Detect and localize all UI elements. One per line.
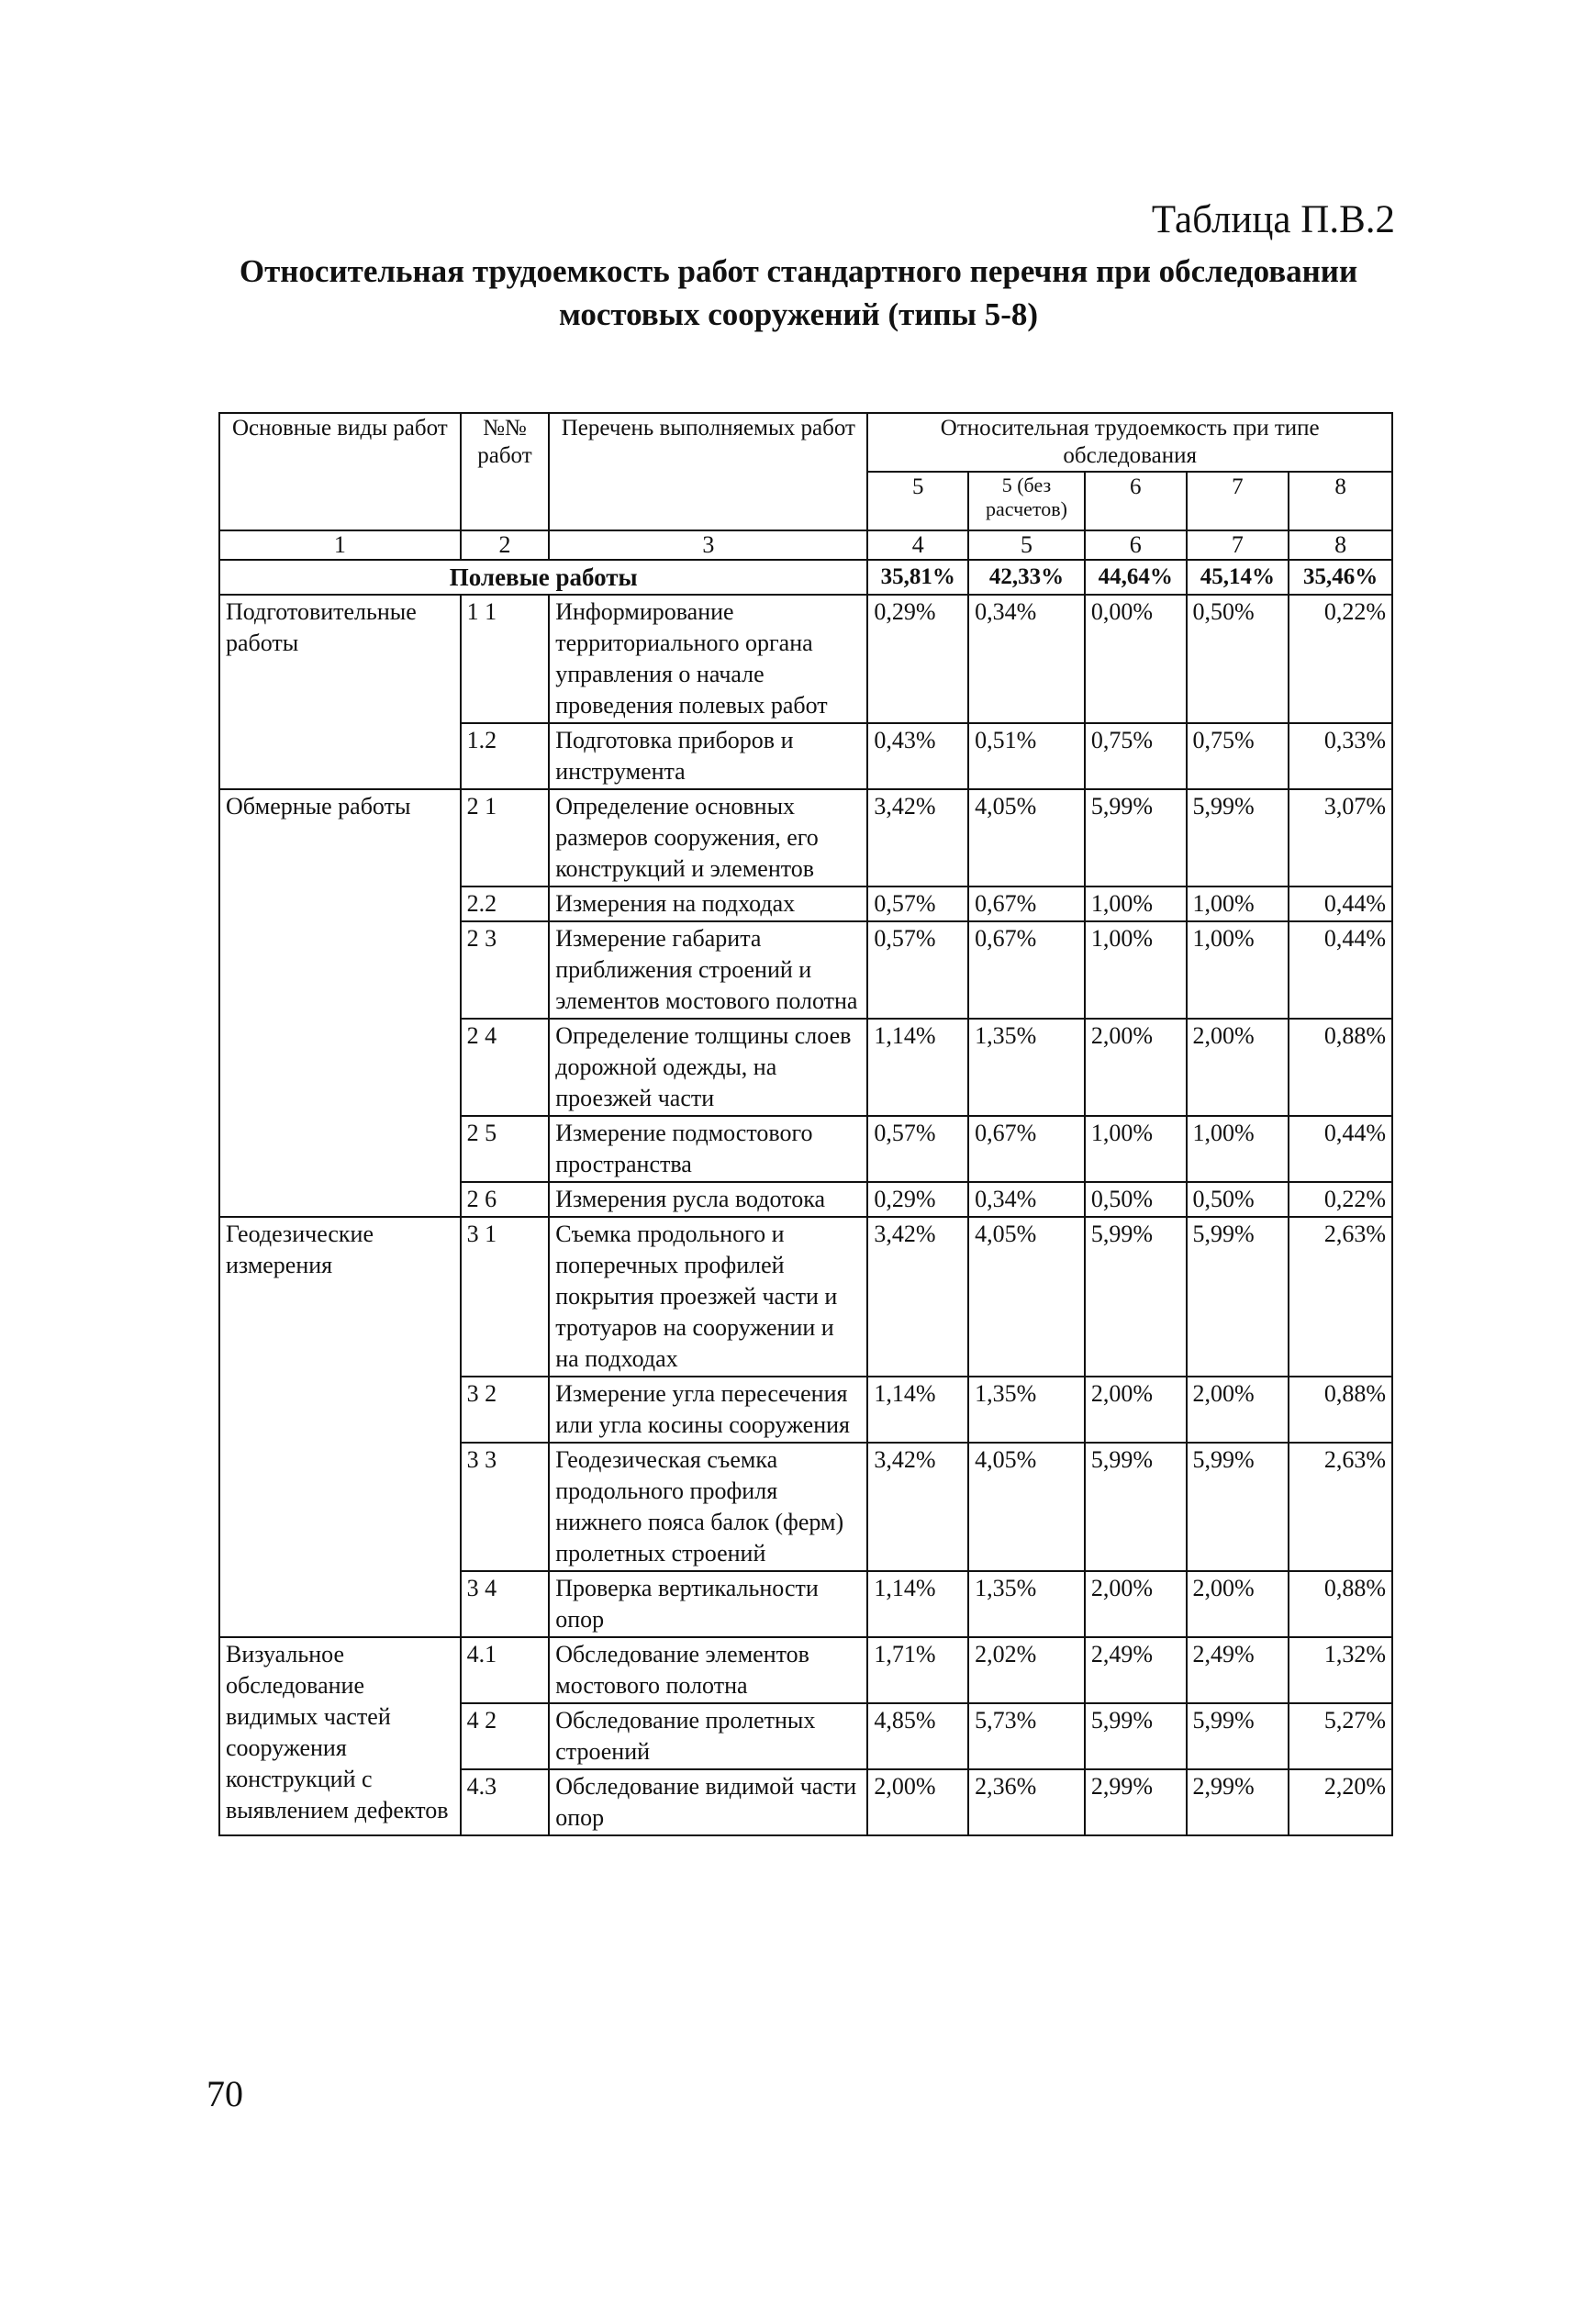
labor-value: 2,36% xyxy=(968,1769,1085,1835)
work-category: Визуальное обследование видимых частей сооружения конструкций с выявлением дефектов xyxy=(219,1637,461,1835)
header-type-6: 6 xyxy=(1085,472,1187,530)
work-number: 3 4 xyxy=(461,1571,550,1637)
labor-value: 0,75% xyxy=(1085,723,1187,789)
table-row xyxy=(219,1217,1392,1377)
work-description: Информирование территориального органа управления о начале проведения полевых работ xyxy=(549,595,867,723)
work-category: Подготовительные работы xyxy=(219,595,461,789)
labor-value: 5,99% xyxy=(1187,1443,1289,1571)
labor-value: 5,99% xyxy=(1085,789,1187,886)
labor-value: 0,67% xyxy=(968,921,1085,1019)
work-number: 2.2 xyxy=(461,886,550,921)
work-description: Обследование элементов мостового полотна xyxy=(549,1637,867,1703)
labor-value: 0,50% xyxy=(1085,1182,1187,1217)
table-body xyxy=(219,595,1392,1835)
work-description: Измерение габарита приближения строений и элементов мостового полотна xyxy=(549,921,867,1019)
work-description: Измерение угла пересечения или угла косины сооружения xyxy=(549,1377,867,1443)
work-description: Подготовка приборов и инструмента xyxy=(549,723,867,789)
labor-value: 5,73% xyxy=(968,1703,1085,1769)
work-description: Проверка вертикальности опор xyxy=(549,1571,867,1637)
work-category: Обмерные работы xyxy=(219,789,461,1217)
work-description: Определение толщины слоев дорожной одежды, на проезжей части xyxy=(549,1019,867,1116)
work-number: 2 1 xyxy=(461,789,550,886)
labor-value: 5,99% xyxy=(1085,1443,1187,1571)
labor-intensity-table xyxy=(218,412,1393,1836)
labor-value: 5,99% xyxy=(1085,1703,1187,1769)
labor-value: 1,14% xyxy=(867,1019,968,1116)
column-number: 1 xyxy=(219,530,461,560)
summary-value: 35,46% xyxy=(1289,560,1392,595)
labor-value: 5,27% xyxy=(1289,1703,1392,1769)
labor-value: 1,35% xyxy=(968,1019,1085,1116)
labor-value: 2,00% xyxy=(1085,1377,1187,1443)
column-number: 8 xyxy=(1289,530,1392,560)
labor-value: 0,57% xyxy=(867,886,968,921)
labor-value: 0,44% xyxy=(1289,886,1392,921)
work-description: Съемка продольного и поперечных профилей покрытия проезжей части и тротуаров на сооружении и на подходах xyxy=(549,1217,867,1377)
summary-value: 35,81% xyxy=(867,560,968,595)
header-relative: Относительная трудоемкость при типе обследования xyxy=(867,413,1392,472)
header-main-types: Основные виды работ xyxy=(219,413,461,530)
labor-value: 0,67% xyxy=(968,886,1085,921)
labor-value: 0,57% xyxy=(867,1116,968,1182)
labor-value: 0,34% xyxy=(968,1182,1085,1217)
labor-value: 1,00% xyxy=(1187,921,1289,1019)
labor-value: 1,14% xyxy=(867,1571,968,1637)
work-description: Определение основных размеров сооружения, его конструкций и элементов xyxy=(549,789,867,886)
header-type-5: 5 xyxy=(867,472,968,530)
labor-value: 0,00% xyxy=(1085,595,1187,723)
work-number: 4.1 xyxy=(461,1637,550,1703)
work-number: 3 3 xyxy=(461,1443,550,1571)
labor-value: 1,71% xyxy=(867,1637,968,1703)
labor-value: 0,51% xyxy=(968,723,1085,789)
table-row xyxy=(219,595,1392,723)
labor-value: 3,07% xyxy=(1289,789,1392,886)
labor-value: 2,63% xyxy=(1289,1443,1392,1571)
work-category: Геодезические измерения xyxy=(219,1217,461,1637)
labor-value: 4,85% xyxy=(867,1703,968,1769)
labor-value: 0,29% xyxy=(867,595,968,723)
column-number: 3 xyxy=(549,530,867,560)
labor-value: 2,00% xyxy=(1187,1571,1289,1637)
column-number-row xyxy=(219,530,1392,560)
work-number: 4.3 xyxy=(461,1769,550,1835)
work-number: 2 4 xyxy=(461,1019,550,1116)
column-number: 4 xyxy=(867,530,968,560)
work-description: Обследование видимой части опор xyxy=(549,1769,867,1835)
labor-value: 5,99% xyxy=(1085,1217,1187,1377)
work-description: Геодезическая съемка продольного профиля нижнего пояса балок (ферм) пролетных строений xyxy=(549,1443,867,1571)
work-number: 2 3 xyxy=(461,921,550,1019)
column-number: 5 xyxy=(968,530,1085,560)
table-row xyxy=(219,789,1392,886)
labor-value: 0,50% xyxy=(1187,595,1289,723)
column-number: 6 xyxy=(1085,530,1187,560)
labor-value: 1,35% xyxy=(968,1571,1085,1637)
title-line-2: мостовых сооружений (типы 5-8) xyxy=(558,296,1039,332)
work-description: Обследование пролетных строений xyxy=(549,1703,867,1769)
summary-value: 42,33% xyxy=(968,560,1085,595)
work-number: 2 6 xyxy=(461,1182,550,1217)
labor-value: 0,88% xyxy=(1289,1571,1392,1637)
labor-value: 0,75% xyxy=(1187,723,1289,789)
labor-value: 2,00% xyxy=(1085,1019,1187,1116)
labor-value: 0,43% xyxy=(867,723,968,789)
labor-value: 1,00% xyxy=(1085,1116,1187,1182)
work-number: 1.2 xyxy=(461,723,550,789)
title-line-1: Относительная трудоемкость работ стандартного перечня при обследовании xyxy=(239,253,1358,289)
summary-value: 45,14% xyxy=(1187,560,1289,595)
labor-value: 5,99% xyxy=(1187,789,1289,886)
labor-value: 0,29% xyxy=(867,1182,968,1217)
work-number: 1 1 xyxy=(461,595,550,723)
labor-value: 2,49% xyxy=(1085,1637,1187,1703)
labor-value: 0,88% xyxy=(1289,1377,1392,1443)
header-list: Перечень выполняемых работ xyxy=(549,413,867,530)
labor-value: 1,32% xyxy=(1289,1637,1392,1703)
labor-value: 5,99% xyxy=(1187,1217,1289,1377)
column-number: 2 xyxy=(461,530,550,560)
labor-value: 2,99% xyxy=(1187,1769,1289,1835)
work-description: Измерение подмостового пространства xyxy=(549,1116,867,1182)
labor-value: 0,22% xyxy=(1289,595,1392,723)
labor-value: 0,44% xyxy=(1289,1116,1392,1182)
header-type-5-no-calc: 5 (без расчетов) xyxy=(968,472,1085,530)
labor-value: 1,14% xyxy=(867,1377,968,1443)
work-number: 3 1 xyxy=(461,1217,550,1377)
column-number: 7 xyxy=(1187,530,1289,560)
table-row xyxy=(219,1637,1392,1703)
labor-value: 0,22% xyxy=(1289,1182,1392,1217)
labor-value: 1,35% xyxy=(968,1377,1085,1443)
labor-value: 0,44% xyxy=(1289,921,1392,1019)
labor-value: 2,02% xyxy=(968,1637,1085,1703)
labor-value: 2,00% xyxy=(1187,1019,1289,1116)
labor-value: 0,67% xyxy=(968,1116,1085,1182)
summary-value: 44,64% xyxy=(1085,560,1187,595)
labor-value: 1,00% xyxy=(1085,921,1187,1019)
labor-value: 2,49% xyxy=(1187,1637,1289,1703)
table-title xyxy=(202,250,1395,336)
labor-value: 4,05% xyxy=(968,789,1085,886)
labor-value: 2,00% xyxy=(1085,1571,1187,1637)
work-number: 4 2 xyxy=(461,1703,550,1769)
summary-row xyxy=(219,560,1392,595)
header-type-8: 8 xyxy=(1289,472,1392,530)
labor-value: 2,00% xyxy=(867,1769,968,1835)
labor-value: 2,20% xyxy=(1289,1769,1392,1835)
table-label: Таблица П.В.2 xyxy=(1151,198,1395,241)
labor-value: 5,99% xyxy=(1187,1703,1289,1769)
labor-value: 0,88% xyxy=(1289,1019,1392,1116)
labor-value: 2,63% xyxy=(1289,1217,1392,1377)
labor-value: 3,42% xyxy=(867,789,968,886)
labor-value: 3,42% xyxy=(867,1217,968,1377)
labor-value: 3,42% xyxy=(867,1443,968,1571)
header-type-7: 7 xyxy=(1187,472,1289,530)
labor-value: 1,00% xyxy=(1187,1116,1289,1182)
labor-value: 1,00% xyxy=(1187,886,1289,921)
labor-value: 4,05% xyxy=(968,1443,1085,1571)
labor-value: 2,00% xyxy=(1187,1377,1289,1443)
work-description: Измерения на подходах xyxy=(549,886,867,921)
page-number: 70 xyxy=(206,2073,243,2114)
work-description: Измерения русла водотока xyxy=(549,1182,867,1217)
labor-value: 1,00% xyxy=(1085,886,1187,921)
labor-value: 2,99% xyxy=(1085,1769,1187,1835)
labor-value: 0,34% xyxy=(968,595,1085,723)
labor-value: 0,50% xyxy=(1187,1182,1289,1217)
labor-value: 0,33% xyxy=(1289,723,1392,789)
labor-value: 0,57% xyxy=(867,921,968,1019)
work-number: 2 5 xyxy=(461,1116,550,1182)
labor-value: 4,05% xyxy=(968,1217,1085,1377)
work-number: 3 2 xyxy=(461,1377,550,1443)
header-number: №№ работ xyxy=(461,413,550,530)
summary-label: Полевые работы xyxy=(219,560,867,595)
